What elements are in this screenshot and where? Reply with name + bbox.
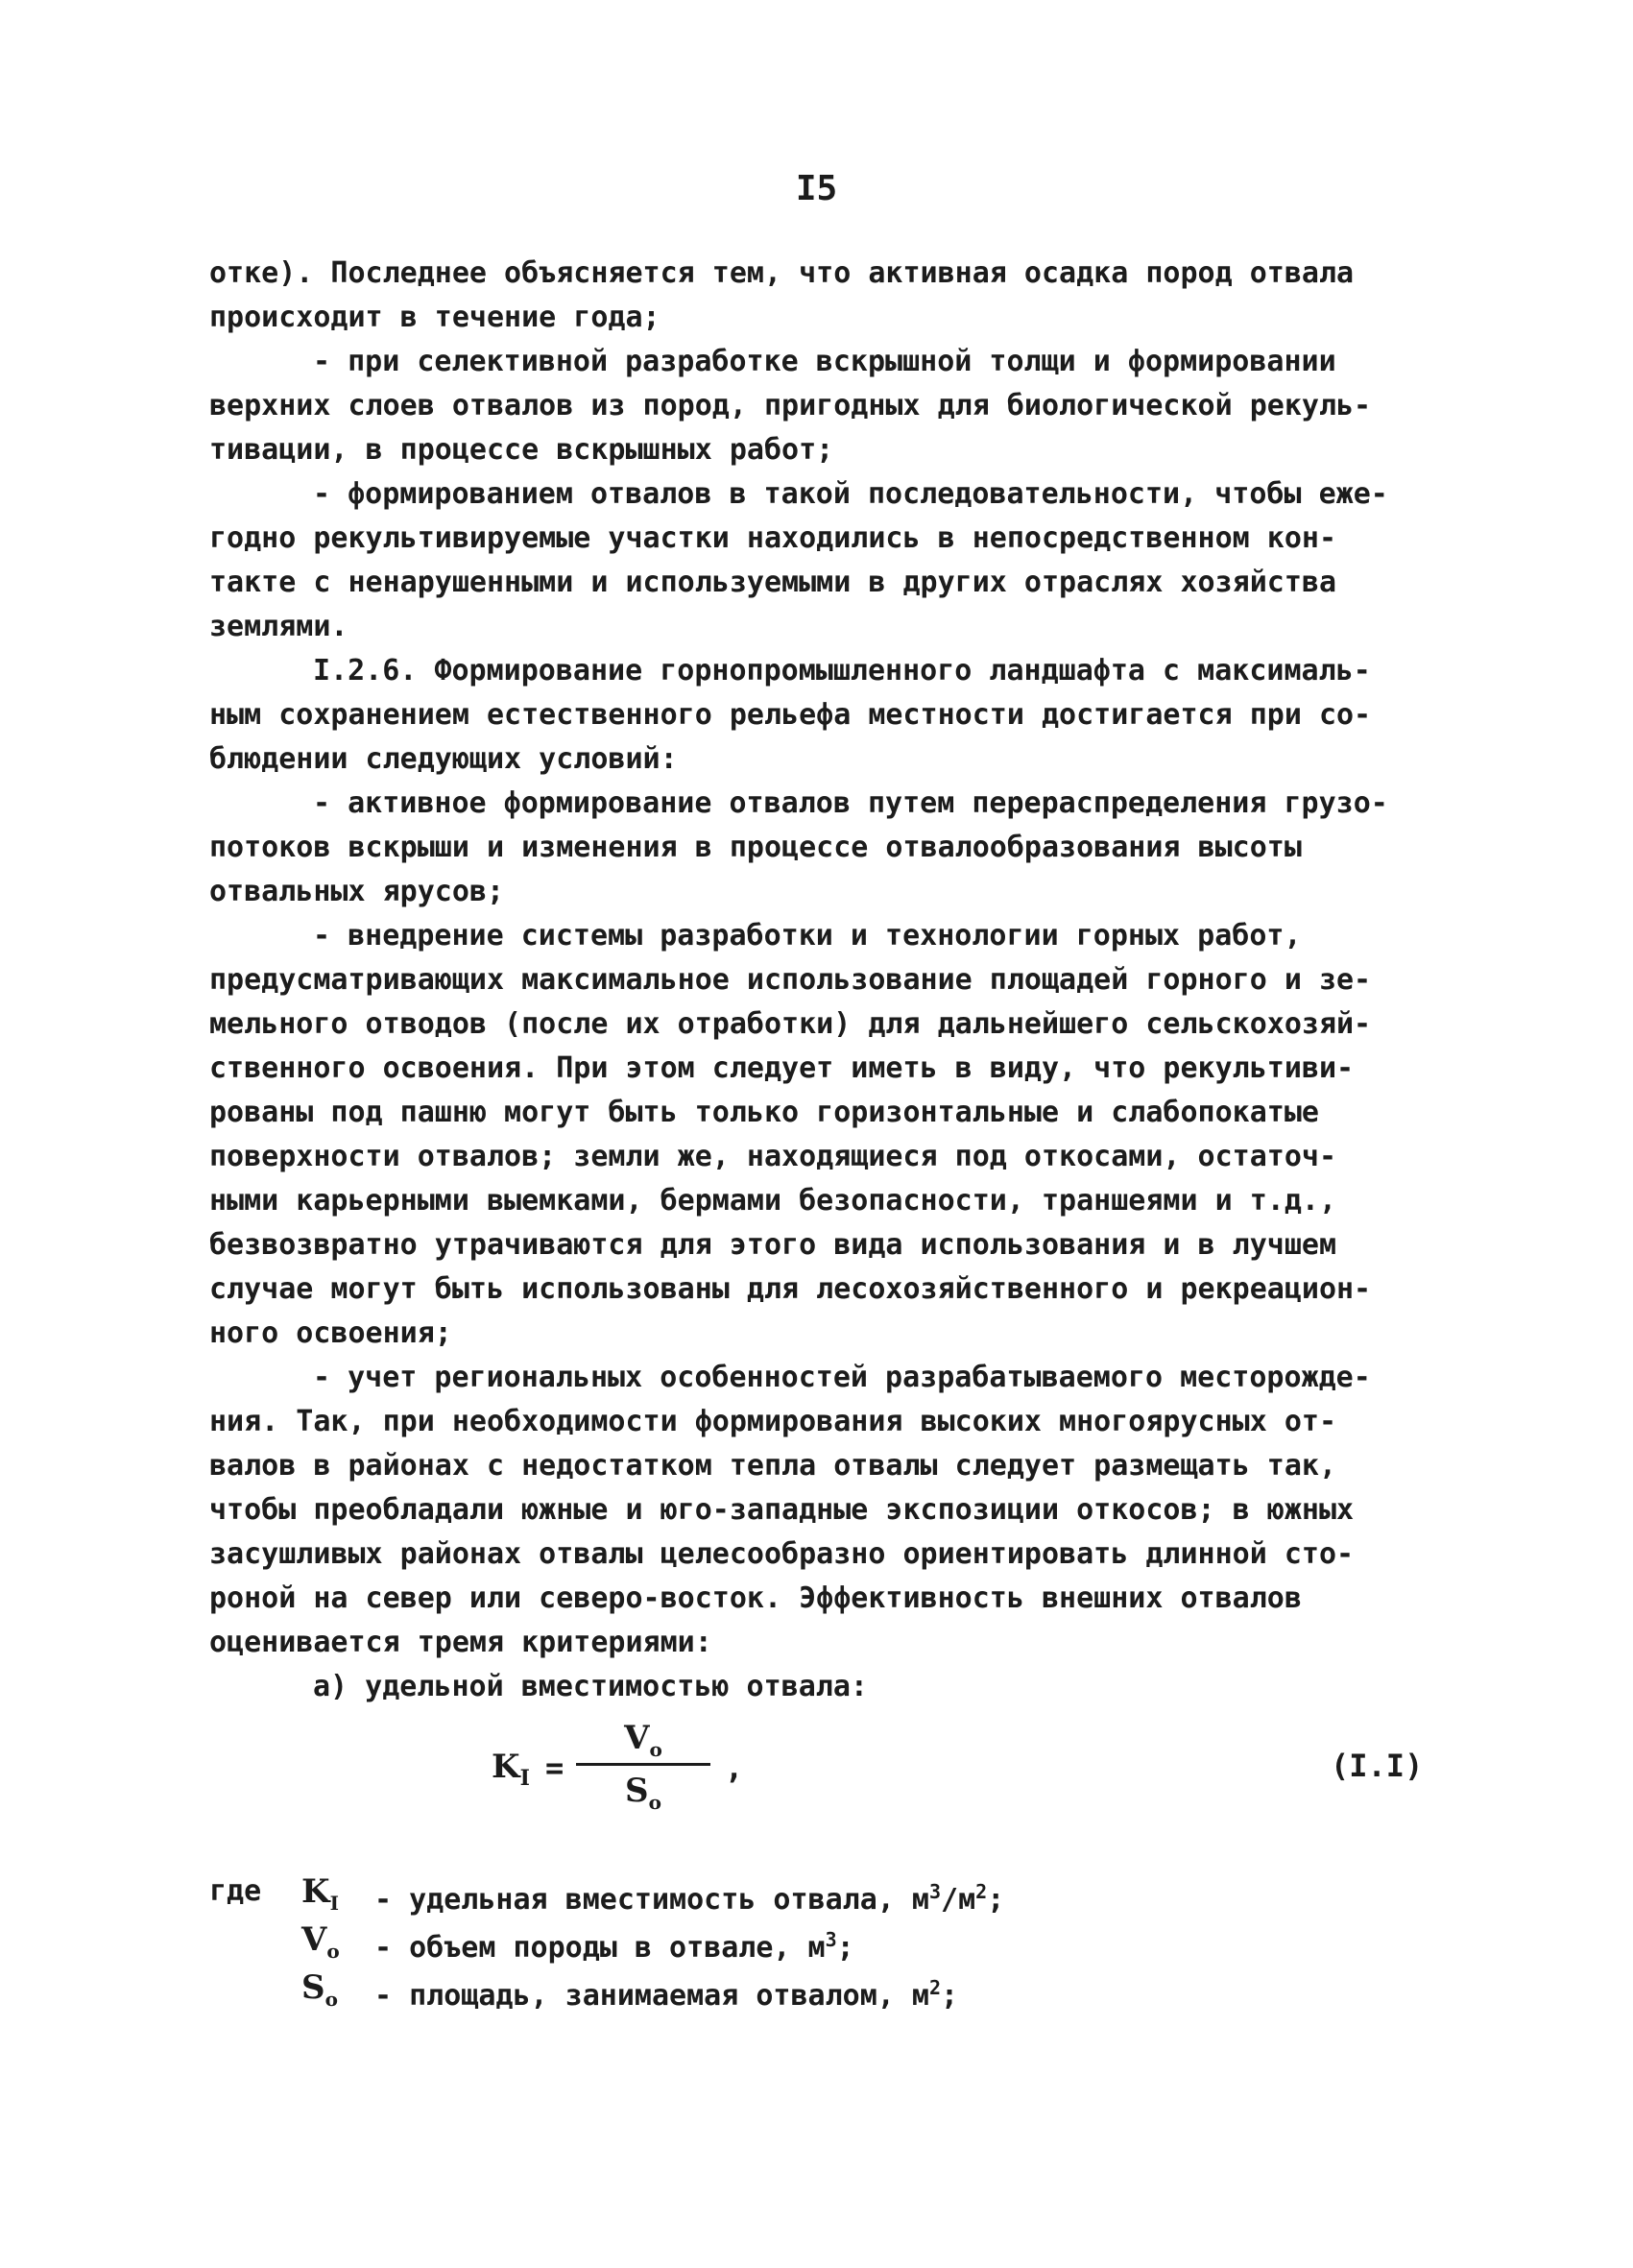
definition-row xyxy=(209,1868,1457,1916)
formula-block xyxy=(0,1719,1633,1834)
text-line: верхних слоев отвалов из пород, пригодных для биологической рекуль- xyxy=(209,389,1372,422)
formula-fraction xyxy=(576,1719,710,1814)
text-line: - формированием отвалов в такой последовательности, чтобы еже- xyxy=(313,477,1388,511)
text-line: предусматривающих максимальное использование площадей горного и зе- xyxy=(209,963,1372,997)
definition-prefix: где xyxy=(209,1874,262,1908)
fraction-bar xyxy=(576,1763,710,1766)
definition-row xyxy=(209,1964,1457,2012)
formula-lhs: $K_I$ xyxy=(492,1748,530,1791)
text-line: такте с ненарушенными и используемыми в других отраслях хозяйства xyxy=(209,566,1336,599)
text-line: - внедрение системы разработки и технологии горных работ, xyxy=(313,919,1302,953)
text-line: - при селективной разработке вскрышной толщи и формировании xyxy=(313,345,1336,378)
text-line: рованы под пашню могут быть только горизонтальные и слабопокатые xyxy=(209,1096,1319,1129)
text-line: отке). Последнее объясняется тем, что активная осадка пород отвала xyxy=(209,256,1355,290)
formula-numerator: $V_o$ xyxy=(624,1719,662,1761)
text-line: чтобы преобладали южные и юго-западные экспозиции откосов; в южных xyxy=(209,1493,1355,1527)
formula-comma: , xyxy=(725,1749,744,1786)
definition-row xyxy=(209,1916,1457,1964)
text-line: мельного отводов (после их отработки) для дальнейшего сельскохозяй- xyxy=(209,1007,1372,1041)
text-line: потоков вскрыши и изменения в процессе отвалообразования высоты xyxy=(209,831,1302,864)
text-line: ными карьерными выемками, бермами безопасности, траншеями и т.д., xyxy=(209,1184,1336,1218)
text-line: засушливых районах отвалы целесообразно ориентировать длинной сто- xyxy=(209,1537,1355,1571)
text-line: - активное формирование отвалов путем перераспределения грузо- xyxy=(313,786,1388,820)
text-line: тивации, в процессе вскрышных работ; xyxy=(209,433,834,467)
body-text xyxy=(209,252,1448,1709)
text-line: а) удельной вместимостью отвала: xyxy=(313,1670,868,1703)
text-line: блюдении следующих условий: xyxy=(209,742,678,776)
text-line: оценивается тремя критериями: xyxy=(209,1626,712,1659)
text-line: поверхности отвалов; земли же, находящиеся под откосами, остаточ- xyxy=(209,1140,1336,1173)
text-line: ным сохранением естественного рельефа местности достигается при со- xyxy=(209,698,1372,732)
text-line: - учет региональных особенностей разрабатываемого месторожде- xyxy=(313,1361,1371,1394)
text-line: ния. Так, при необходимости формирования высоких многоярусных от- xyxy=(209,1405,1336,1438)
definition-text: - удельная вместимость отвала, $м^3/м^2$; xyxy=(374,1880,1005,1917)
definition-symbol: $V_o$ xyxy=(301,1920,340,1963)
text-line: отвальных ярусов; xyxy=(209,875,505,908)
definition-symbol: $K_I$ xyxy=(301,1872,339,1915)
text-line: годно рекультивируемые участки находились в непосредственном кон- xyxy=(209,521,1336,555)
text-line: роной на север или северо-восток. Эффективность внешних отвалов xyxy=(209,1581,1302,1615)
formula-equals: = xyxy=(545,1749,564,1786)
definition-symbol: $S_o$ xyxy=(301,1968,338,2011)
formula-number: (I.I) xyxy=(1331,1748,1424,1784)
definitions-list xyxy=(209,1868,1457,2012)
text-line: землями. xyxy=(209,610,348,643)
formula-denominator: $S_o$ xyxy=(625,1772,661,1814)
text-line: I.2.6. Формирование горнопромышленного ландшафта с максималь- xyxy=(313,654,1371,688)
text-line: происходит в течение года; xyxy=(209,301,660,334)
page-number: I5 xyxy=(795,169,838,208)
definition-text: - объем породы в отвале, $м^3$; xyxy=(374,1928,854,1965)
text-line: ного освоения; xyxy=(209,1316,452,1350)
text-line: случае могут быть использованы для лесохозяйственного и рекреацион- xyxy=(209,1272,1372,1306)
text-line: ственного освоения. При этом следует иметь в виду, что рекультиви- xyxy=(209,1051,1355,1085)
definition-text: - площадь, занимаемая отвалом, $м^2$; xyxy=(374,1976,959,2013)
text-line: валов в районах с недостатком тепла отвалы следует размещать так, xyxy=(209,1449,1336,1483)
text-line: безвозвратно утрачиваются для этого вида использования и в лучшем xyxy=(209,1228,1336,1262)
